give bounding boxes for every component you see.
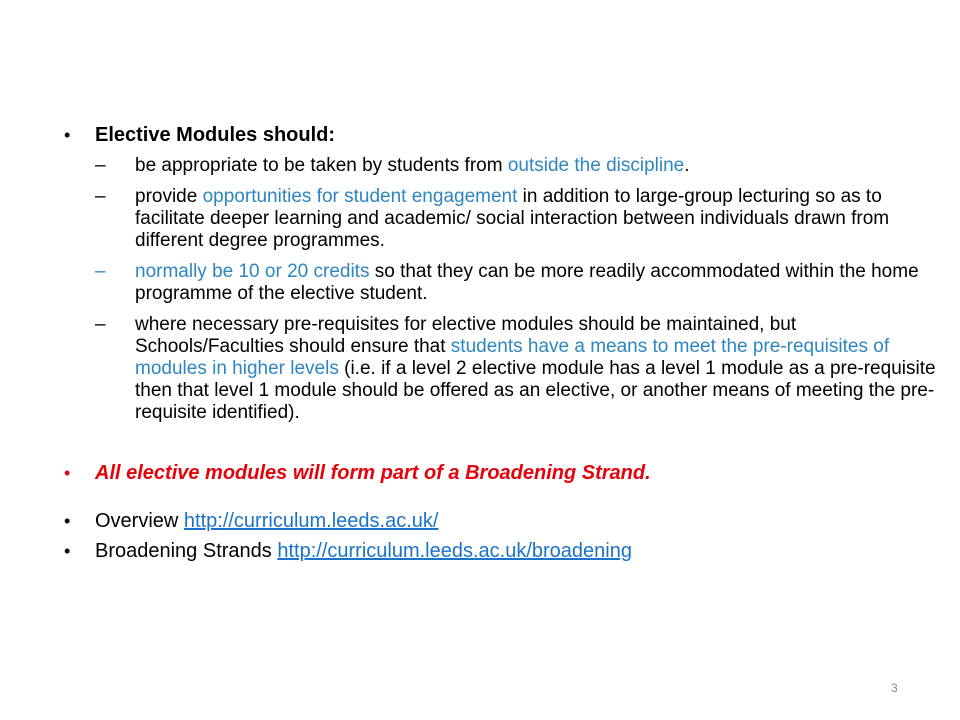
overview-link[interactable]: http://curriculum.leeds.ac.uk/: [183, 510, 439, 532]
bullet-dot-icon: •: [64, 125, 71, 145]
spacer: [64, 433, 936, 461]
dash-icon: –: [95, 314, 106, 335]
highlight-text: outside the discipline: [507, 155, 685, 176]
highlight-text: normally be 10 or 20 credits: [135, 261, 370, 282]
sub-item-text: be appropriate to be taken by students from: [135, 155, 508, 176]
sub-item-text: .: [684, 155, 690, 176]
overview-label: Overview: [95, 510, 184, 532]
sub-item-text: provide: [135, 186, 203, 207]
elective-heading: Elective Modules should:: [95, 124, 336, 146]
sub-item-appropriate: [95, 155, 936, 177]
bullet-dot-icon: •: [64, 511, 71, 531]
dash-icon: –: [95, 261, 106, 282]
bullet-dot-icon: •: [64, 541, 71, 561]
sub-item-text: where necessary pre-requisites for elective modules should be maintained, but Schools/Faculties should ensure that: [135, 314, 797, 357]
slide-content: [64, 123, 936, 563]
highlight-text: opportunities for student engagement: [202, 186, 518, 207]
elective-sub-list: [95, 155, 936, 424]
bullet-overview: [64, 509, 936, 533]
broadening-strands-link[interactable]: http://curriculum.leeds.ac.uk/broadening: [277, 540, 632, 562]
sub-item-credits: [95, 261, 936, 305]
bullet-broadening-statement: [64, 461, 936, 485]
spacer: [64, 485, 936, 509]
broadening-strands-label: Broadening Strands: [95, 540, 278, 562]
bullet-elective-modules: [64, 123, 936, 424]
sub-item-prerequisites: [95, 314, 936, 424]
dash-icon: –: [95, 155, 106, 176]
broadening-statement: All elective modules will form part of a Broadening Strand.: [95, 462, 651, 484]
bullet-broadening-strands: [64, 539, 936, 563]
highlight-text: students have a means to meet the pre-requisites of modules in higher levels: [135, 336, 890, 379]
sub-item-text: in addition to large-group lecturing so as to facilitate deeper learning and academic/ social interaction between individuals drawn from different degree programmes.: [135, 186, 890, 251]
sub-item-text: so that they can be more readily accommodated within the home programme of the elective student.: [135, 261, 919, 304]
bullet-dot-icon: •: [64, 463, 71, 483]
dash-icon: –: [95, 186, 106, 207]
page-number: 3: [891, 681, 898, 695]
sub-item-engagement: [95, 186, 936, 252]
sub-item-text: (i.e. if a level 2 elective module has a level 1 module as a pre-requisite then that level 1 module should be offered as an elective, or another means of meeting the pre-requisite identified).: [135, 358, 936, 423]
